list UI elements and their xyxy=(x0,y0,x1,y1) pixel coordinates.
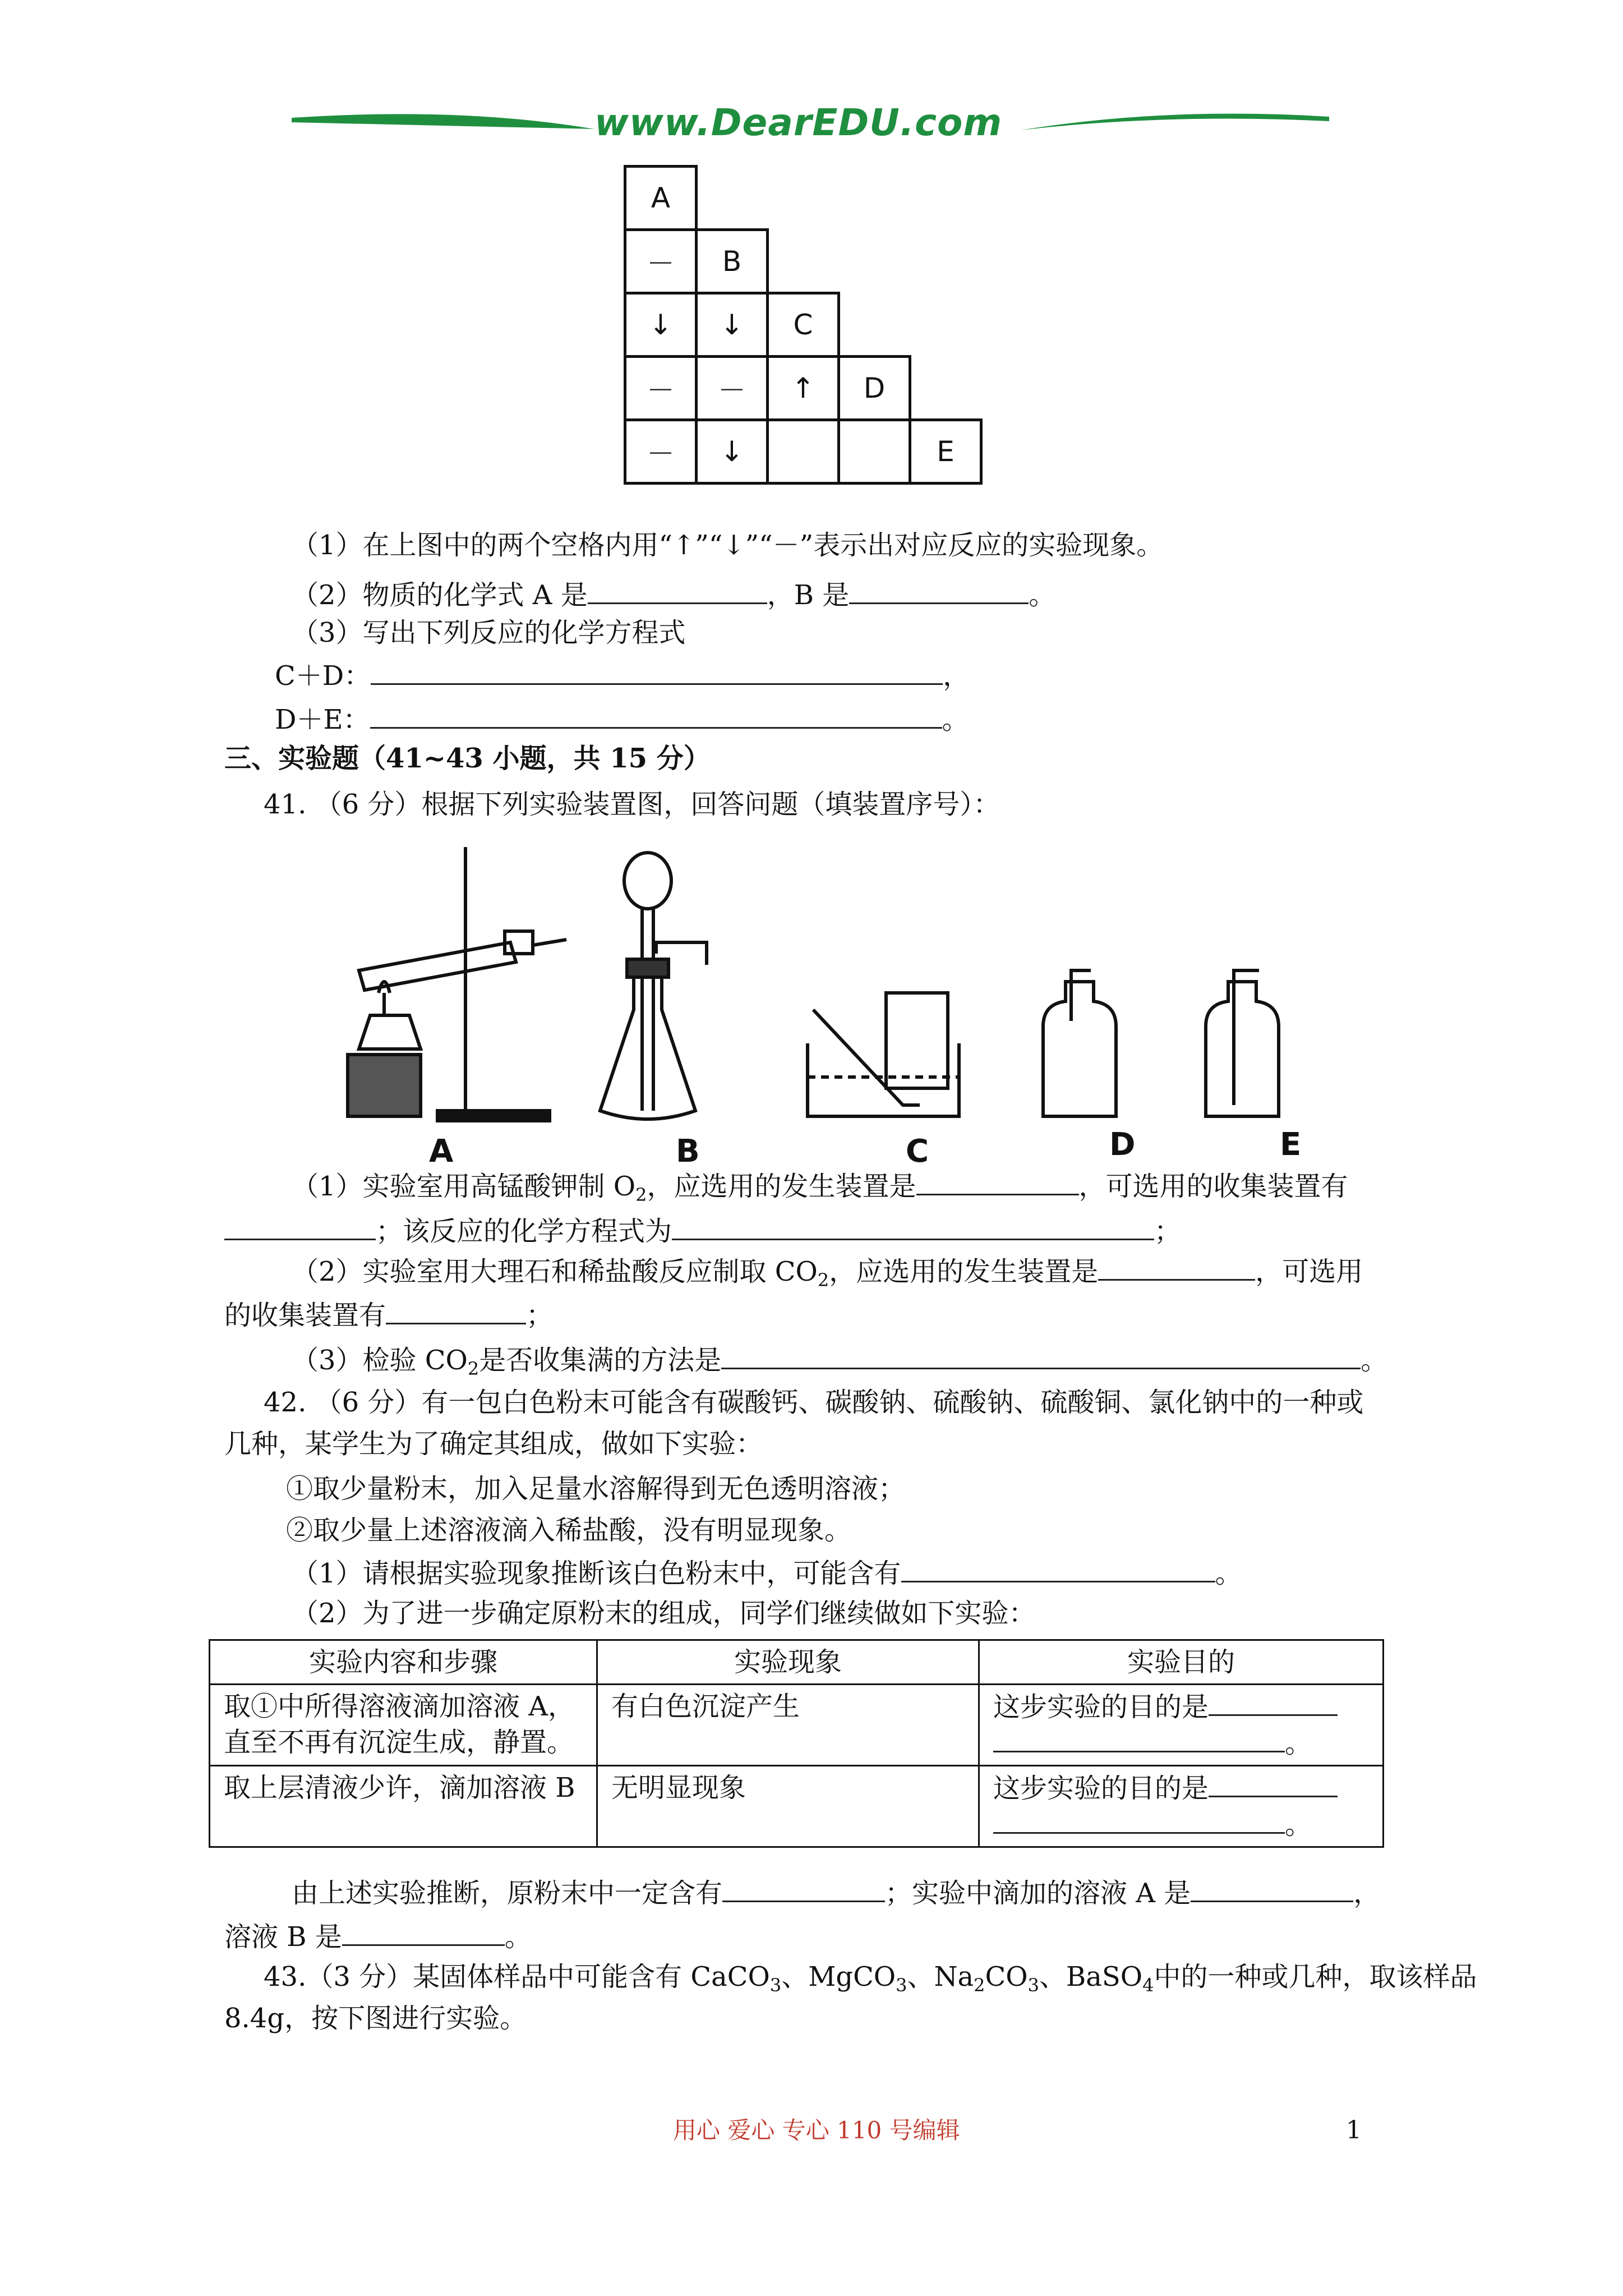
apparatus-figure xyxy=(325,841,1312,1156)
co2-collector-blank[interactable] xyxy=(386,1297,526,1324)
grid-cell: － xyxy=(624,228,698,295)
q40-part2 xyxy=(292,577,1055,612)
grid-cell: B xyxy=(695,228,769,295)
row2-steps xyxy=(210,1766,597,1847)
apparatus-label: E xyxy=(1280,1126,1302,1163)
table-row xyxy=(210,1766,1384,1847)
q42-step2: ②取少量上述溶液滴入稀盐酸，没有明显现象。 xyxy=(286,1515,852,1546)
header-brand[interactable]: www.DearEDU.com xyxy=(594,101,1003,144)
row2-purpose-blank-a[interactable] xyxy=(1209,1770,1338,1797)
row2-period: 。 xyxy=(1285,1809,1312,1841)
q41-p2-text-e: ； xyxy=(526,1300,554,1331)
q40-part1: （1）在上图中的两个空格内用“↑”“↓”“－”表示出对应反应的实验现象。 xyxy=(292,530,1164,561)
q41-p2-text-b: ，应选用的发生装置是 xyxy=(829,1256,1099,1287)
row2-phenomenon: 无明显现象 xyxy=(597,1766,979,1847)
row1-step-line2: 直至不再有沉淀生成，静置。 xyxy=(224,1727,574,1758)
q41-p3-subscript: 2 xyxy=(467,1358,479,1379)
cd-end: ， xyxy=(943,660,970,692)
q43-line2: 8.4g，按下图进行实验。 xyxy=(224,2003,527,2034)
apparatus-label: B xyxy=(676,1133,700,1170)
apparatus-b xyxy=(600,853,707,1119)
table-row xyxy=(210,1685,1384,1766)
grid-cell: ↑ xyxy=(766,355,840,421)
q41-p1-text-b: ，应选用的发生装置是 xyxy=(647,1171,916,1202)
q41-part3 xyxy=(292,1342,1387,1386)
q42-p1-text-a: （1）请根据实验现象推断该白色粉末中，可能含有 xyxy=(292,1558,901,1589)
kmno4-generator-blank[interactable] xyxy=(916,1168,1079,1195)
experiment-table xyxy=(209,1639,1384,1848)
q43-text-f: 中的一种或几种，取该样品 xyxy=(1154,1961,1477,1993)
q41-part1-line2 xyxy=(224,1213,1181,1248)
q42-p1-text-b: 。 xyxy=(1215,1558,1242,1589)
row1-period: 。 xyxy=(1285,1728,1312,1759)
q41-p2-text-a: （2）实验室用大理石和稀盐酸反应制取 CO xyxy=(292,1256,818,1287)
section3-title: 三、实验题（41~43 小题，共 15 分） xyxy=(224,743,711,774)
q41-p3-text-b: 是否收集满的方法是 xyxy=(479,1345,722,1376)
apparatus-a xyxy=(348,847,566,1121)
q41-p1-text-c: ，可选用的收集装置有 xyxy=(1078,1171,1348,1202)
q43-sub-3: 2 xyxy=(974,1975,985,1996)
q40-part2-end: 。 xyxy=(1029,579,1056,611)
grid-cell[interactable] xyxy=(766,418,840,485)
q43-sub-2: 3 xyxy=(896,1975,907,1996)
q43-line1 xyxy=(264,1960,1477,2002)
q40-cd-line xyxy=(275,657,970,693)
q41-p1-text-d: ；该反应的化学方程式为 xyxy=(376,1216,672,1247)
q41-p2-subscript: 2 xyxy=(817,1269,829,1291)
q41-intro: 41. （6 分）根据下列实验装置图，回答问题（填装置序号）： xyxy=(264,789,1000,820)
row1-purpose-blank-b[interactable] xyxy=(993,1725,1285,1752)
grid-cell: D xyxy=(837,355,911,421)
q42-part1 xyxy=(292,1555,1242,1590)
co2-generator-blank[interactable] xyxy=(1098,1253,1255,1281)
definite-contents-blank[interactable] xyxy=(722,1875,885,1902)
row1-purpose-blank-a[interactable] xyxy=(1209,1688,1338,1716)
apparatus-label: D xyxy=(1109,1126,1136,1163)
q41-p1-text-e: ； xyxy=(1154,1216,1182,1247)
row2-purpose-blank-b[interactable] xyxy=(993,1806,1285,1834)
de-end: 。 xyxy=(942,704,969,735)
answer-blank-b[interactable] xyxy=(849,577,1029,604)
possible-contents-blank[interactable] xyxy=(901,1555,1215,1582)
q43-sub-4: 3 xyxy=(1027,1975,1039,1996)
reaction-grid xyxy=(624,165,1016,501)
apparatus-label: C xyxy=(906,1133,929,1170)
right-swoosh xyxy=(1021,114,1329,130)
conclusion-text-b: ；实验中滴加的溶液 A 是 xyxy=(885,1878,1191,1909)
q43-sub-1: 3 xyxy=(769,1975,782,1996)
q43-text-d: CO xyxy=(985,1961,1028,1993)
q42-conclusion-line1 xyxy=(292,1875,1380,1910)
q43-sub-5: 4 xyxy=(1142,1975,1154,1996)
q42-step1: ①取少量粉末，加入足量水溶解得到无色透明溶液； xyxy=(286,1473,906,1504)
grid-cell: C xyxy=(766,292,840,358)
q41-p3-text-a: （3）检验 CO xyxy=(292,1345,468,1376)
q41-part2-line1 xyxy=(292,1253,1363,1297)
conclusion-text-a: 由上述实验推断，原粉末中一定含有 xyxy=(292,1878,723,1909)
q43-text-e: 、BaSO xyxy=(1039,1961,1143,1993)
conclusion-text-c: ， xyxy=(1353,1878,1381,1909)
grid-cell: ↓ xyxy=(695,292,769,358)
q41-p3-text-c: 。 xyxy=(1361,1345,1388,1376)
grid-cell: A xyxy=(624,165,698,231)
q41-p2-text-c: ，可选用 xyxy=(1255,1256,1363,1287)
header-steps: 实验内容和步骤 xyxy=(210,1640,597,1685)
table-header-row xyxy=(210,1640,1384,1685)
de-label: D＋E： xyxy=(275,704,370,735)
q40-part2-text-a: （2）物质的化学式 A 是 xyxy=(292,579,588,611)
row1-step-line1: 取①中所得溶液滴加溶液 A， xyxy=(224,1691,575,1722)
q41-p1-subscript: 2 xyxy=(635,1184,647,1205)
apparatus-d xyxy=(1043,970,1116,1116)
q43-text-c: 、Na xyxy=(907,1961,974,1993)
row1-purpose-text: 这步实验的目的是 xyxy=(993,1691,1209,1723)
q40-part2-text-b: ，B 是 xyxy=(767,579,850,611)
solution-b-blank[interactable] xyxy=(342,1918,505,1946)
co2-test-method-blank[interactable] xyxy=(721,1342,1361,1369)
footer-editor: 用心 爱心 专心 110 号编辑 xyxy=(673,2116,960,2144)
cd-equation-blank[interactable] xyxy=(371,657,943,685)
q40-part3: （3）写出下列反应的化学方程式 xyxy=(292,617,686,648)
grid-cell: ↓ xyxy=(624,292,698,358)
conclusion-text-e: 。 xyxy=(504,1921,532,1953)
grid-cell: － xyxy=(695,355,769,421)
solution-a-blank[interactable] xyxy=(1191,1875,1353,1902)
q42-part2: （2）为了进一步确定原粉末的组成，同学们继续做如下实验： xyxy=(292,1598,1036,1629)
grid-cell[interactable] xyxy=(837,418,911,485)
apparatus-c xyxy=(808,993,959,1116)
grid-cell: E xyxy=(909,418,983,485)
row1-steps xyxy=(210,1685,597,1766)
q43-text-a: 43.（3 分）某固体样品中可能含有 CaCO xyxy=(264,1961,770,1993)
row2-step-line1: 取上层清液少许，滴加溶液 B xyxy=(224,1772,575,1803)
q41-p2-text-d: 的收集装置有 xyxy=(224,1300,386,1331)
q42-intro-line2: 几种，某学生为了确定其组成，做如下实验： xyxy=(224,1428,763,1460)
q42-intro-line1: 42. （6 分）有一包白色粉末可能含有碳酸钙、碳酸钠、硫酸钠、硫酸铜、氯化钠中的一种或 xyxy=(264,1387,1364,1418)
q43-text-b: 、MgCO xyxy=(781,1961,896,1993)
row1-purpose xyxy=(979,1685,1384,1766)
kmno4-equation-blank[interactable] xyxy=(672,1213,1154,1240)
page-number: 1 xyxy=(1346,2116,1362,2145)
q41-part1-line1 xyxy=(292,1168,1348,1212)
de-equation-blank[interactable] xyxy=(370,701,942,729)
kmno4-collector-blank[interactable] xyxy=(224,1213,376,1240)
cd-label: C＋D： xyxy=(275,660,371,692)
row2-purpose-text: 这步实验的目的是 xyxy=(993,1773,1209,1804)
q42-conclusion-line2 xyxy=(224,1918,532,1954)
q40-de-line xyxy=(275,701,969,737)
grid-cell: － xyxy=(624,355,698,421)
apparatus-e xyxy=(1206,970,1279,1116)
apparatus-label: A xyxy=(429,1133,454,1170)
grid-cell: ↓ xyxy=(695,418,769,485)
left-swoosh xyxy=(292,114,594,129)
grid-cell: － xyxy=(624,418,698,485)
q41-p1-text-a: （1）实验室用高锰酸钾制 O xyxy=(292,1171,636,1202)
header-phenomenon: 实验现象 xyxy=(597,1640,979,1685)
conclusion-text-d: 溶液 B 是 xyxy=(224,1921,342,1953)
row1-phenomenon: 有白色沉淀产生 xyxy=(597,1685,979,1766)
row2-purpose xyxy=(979,1766,1384,1847)
answer-blank-a[interactable] xyxy=(588,577,767,604)
header-purpose: 实验目的 xyxy=(979,1640,1384,1685)
q41-part2-line2 xyxy=(224,1297,553,1332)
